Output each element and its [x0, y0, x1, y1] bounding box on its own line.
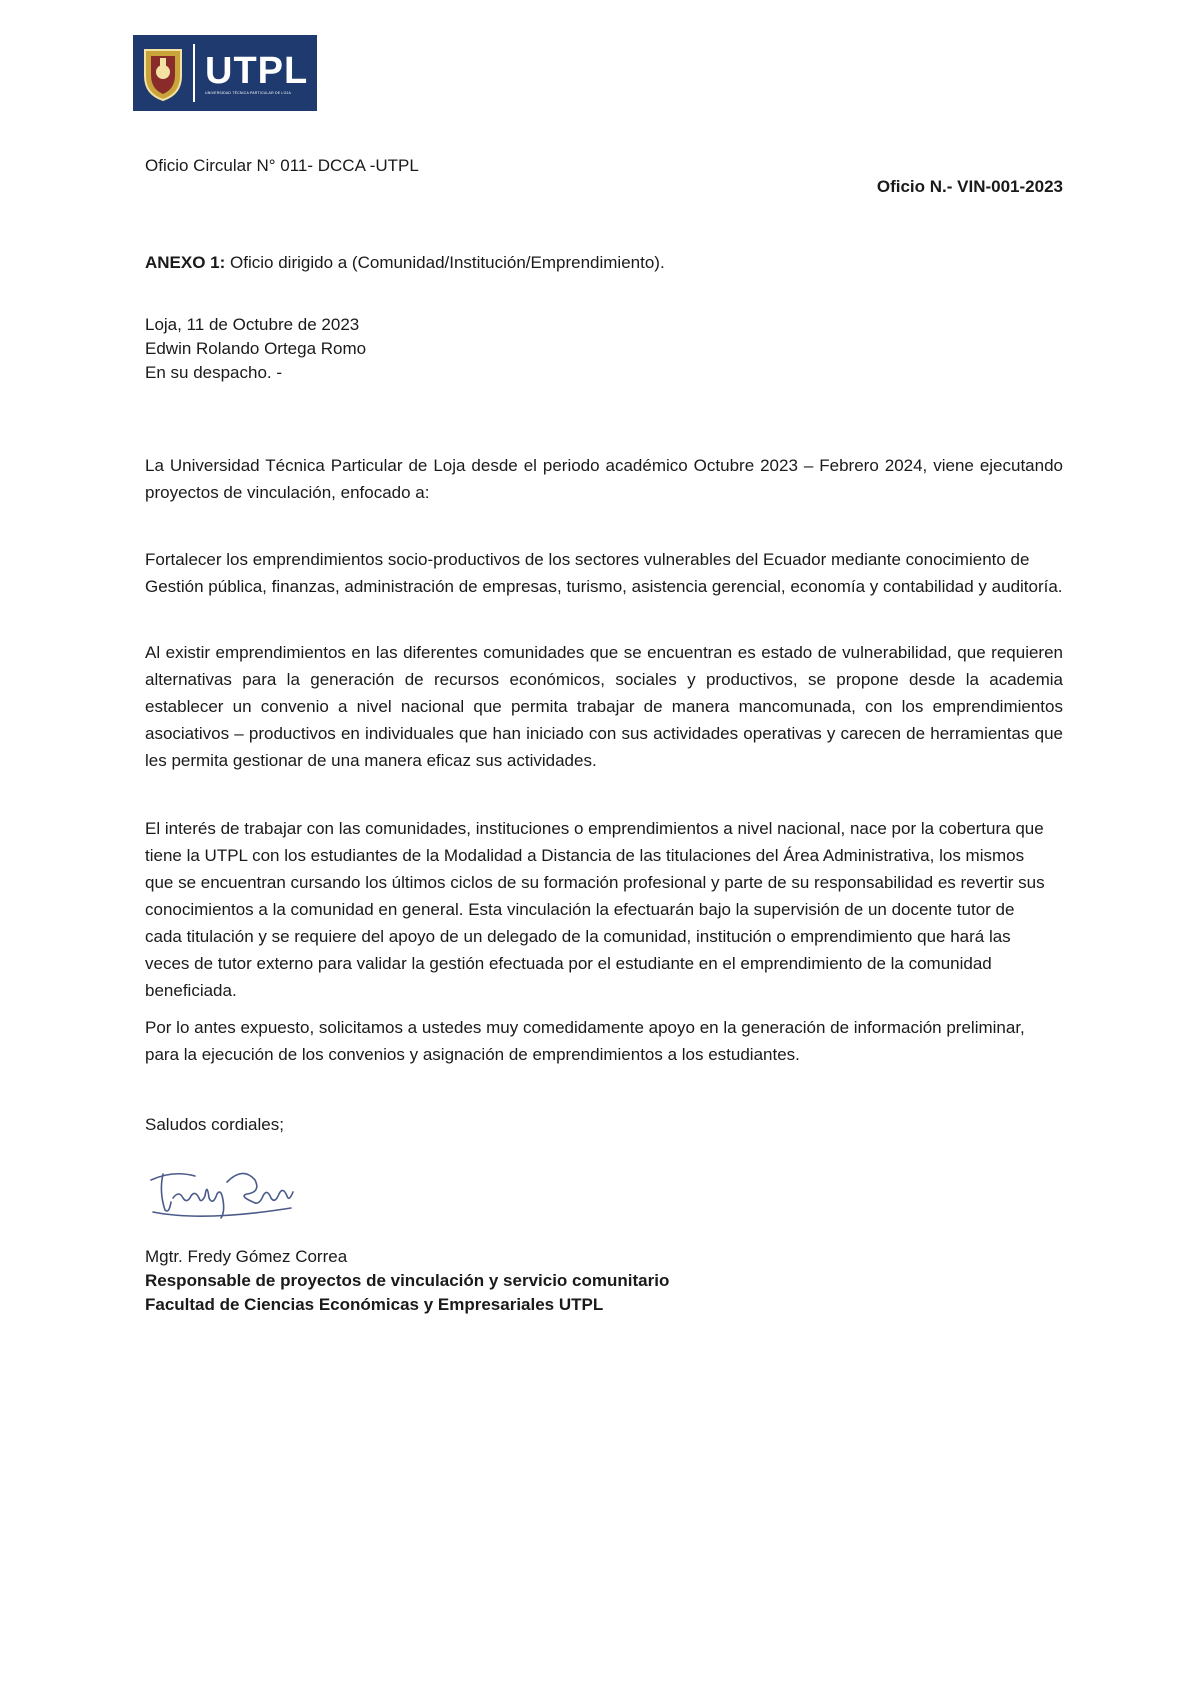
utpl-crest-icon: [141, 44, 185, 102]
annex-line: [145, 249, 665, 276]
recipient-name: Edwin Rolando Ortega Romo: [145, 339, 367, 358]
body-paragraph-1: La Universidad Técnica Particular de Loja desde el periodo académico Octubre 2023 – Febrero 2024, viene ejecutando proyectos de vinculación, enfocado a:: [145, 456, 1063, 502]
body-paragraph-5: Por lo antes expuesto, solicitamos a ustedes muy comedidamente apoyo en la generación de información preliminar, para la ejecución de los convenios y asignación de emprendimientos a los estudiantes.: [145, 1018, 1025, 1064]
signer-block: [145, 1245, 669, 1317]
logo-subtitle: UNIVERSIDAD TÉCNICA PARTICULAR DE LOJA: [205, 90, 291, 95]
body-paragraph-3: Al existir emprendimientos en las diferentes comunidades que se encuentran es estado de vulnerabilidad, que requieren alternativas para la generación de recursos económicos, sociales y productivos, se propone desde la academia establecer un convenio a nivel nacional que permita trabajar de manera mancomunada, con los emprendimientos asociativos – productivos en individuales que han iniciado con sus actividades operativas y carecen de herramientas que les permita gestionar de una manera eficaz sus actividades.: [145, 643, 1063, 770]
recipient-office: En su despacho. -: [145, 363, 283, 382]
signer-faculty: Facultad de Ciencias Económicas y Empresariales UTPL: [145, 1295, 604, 1314]
address-block: [145, 313, 366, 385]
handwritten-signature: [143, 1152, 298, 1224]
annex-label: ANEXO 1:: [145, 253, 226, 272]
circular-reference: Oficio Circular N° 011- DCCA -UTPL: [145, 156, 419, 175]
logo-divider: [193, 44, 195, 102]
utpl-logo: [133, 35, 317, 111]
body-paragraph-2: Fortalecer los emprendimientos socio-productivos de los sectores vulnerables del Ecuador mediante conocimiento de Gestión pública, finanzas, administración de empresas, turismo, asistencia gerencial, economía y contabilidad y auditoría.: [145, 550, 1063, 596]
body-paragraph-4: El interés de trabajar con las comunidades, instituciones o emprendimientos a nivel nacional, nace por la cobertura que tiene la UTPL con los estudiantes de la Modalidad a Distancia de las titulaciones del Área Administrativa, los mismos que se encuentran cursando los últimos ciclos de su formación profesional y parte de su responsabilidad es revertir sus conocimientos a la comunidad en general. Esta vinculación la efectuarán bajo la supervisión de un docente tutor de cada titulación y se requiere del apoyo de un delegado de la comunidad, institución o emprendimiento que hará las veces de tutor externo para validar la gestión efectuada por el estudiante en el emprendimiento de la comunidad beneficiada.: [145, 819, 1045, 1000]
signer-position: Responsable de proyectos de vinculación y servicio comunitario: [145, 1271, 670, 1290]
oficio-number: Oficio N.- VIN-001-2023: [876, 177, 1063, 196]
signer-name: Mgtr. Fredy Gómez Correa: [145, 1247, 348, 1266]
closing-greeting: Saludos cordiales;: [145, 1115, 284, 1134]
logo-wordmark: UTPL: [205, 49, 309, 92]
letter-date: Loja, 11 de Octubre de 2023: [145, 315, 360, 334]
annex-text: Oficio dirigido a (Comunidad/Institución/Emprendimiento).: [230, 253, 665, 272]
